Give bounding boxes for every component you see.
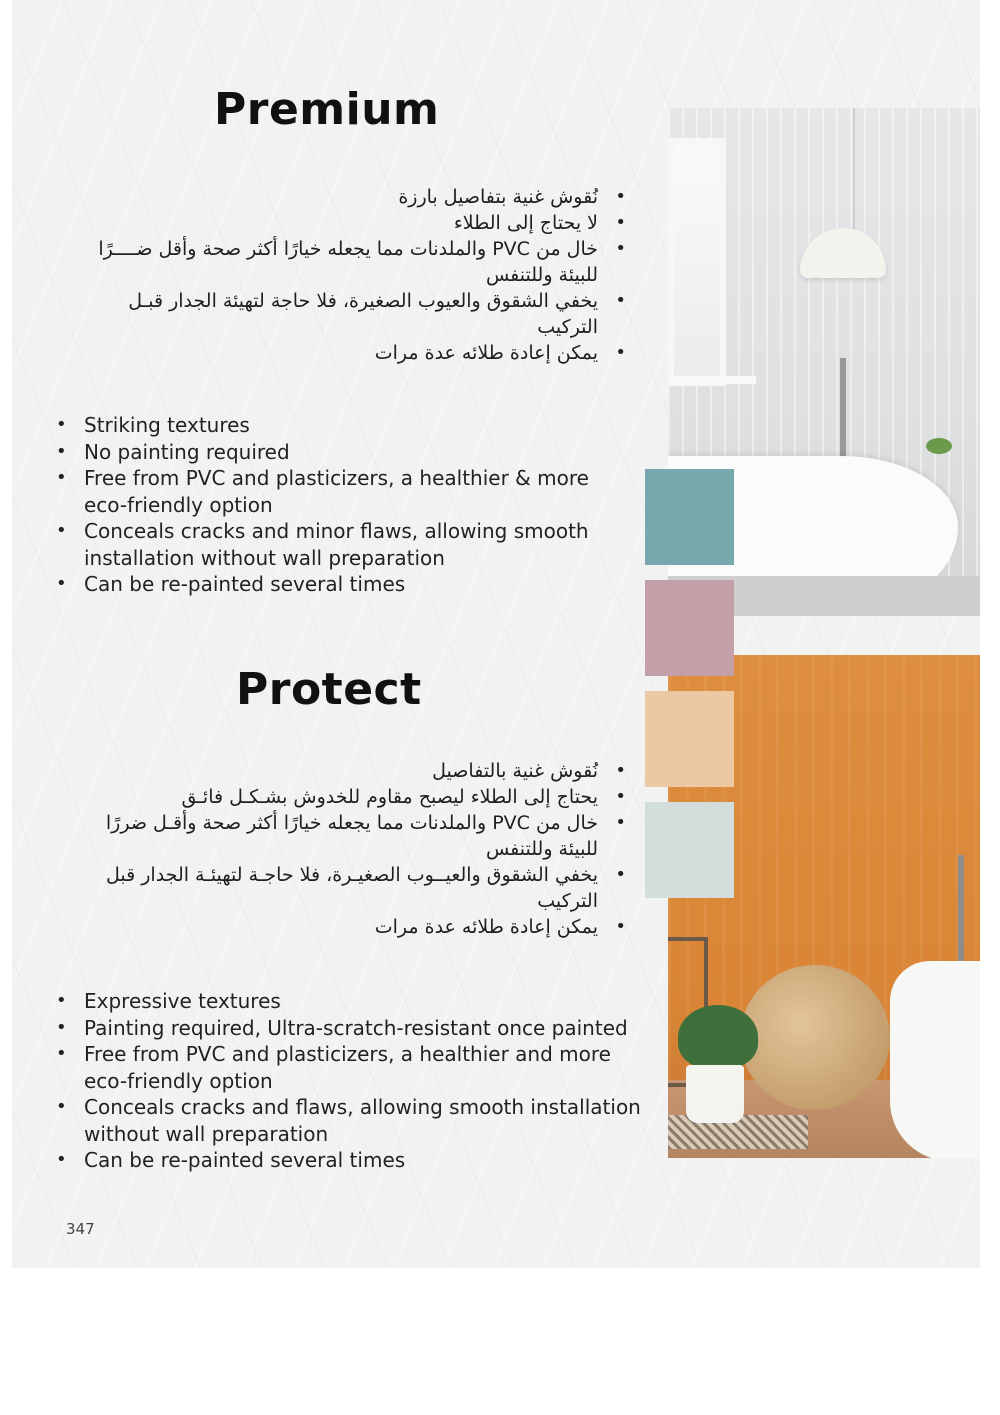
list-item: • Can be re-painted several times xyxy=(54,1147,654,1174)
list-item: • No painting required xyxy=(54,439,614,466)
list-item: • يمكن إعادة طلائه عدة مرات xyxy=(88,340,628,366)
swatch-teal xyxy=(645,469,734,565)
list-item: • Painting required, Ultra-scratch-resistant once painted xyxy=(54,1015,654,1042)
list-item: • نُقوش غنية بالتفاصيل xyxy=(68,758,628,784)
list-item: • لا يحتاج إلى الطلاء xyxy=(88,210,628,236)
list-item: • Free from PVC and plasticizers, a healthier and more eco-friendly option xyxy=(54,1041,654,1094)
list-item: • Striking textures xyxy=(54,412,614,439)
list-item: • يحتاج إلى الطلاء ليصبح مقاوم للخدوش بشـكـل فائـق xyxy=(68,784,628,810)
swatch-mint xyxy=(645,802,734,898)
list-item: • يخفي الشقوق والعيوب الصغيرة، فلا حاجة لتهيئة الجدار قبـل التركيب xyxy=(88,288,628,340)
list-item: • خال من PVC والملدنات مما يجعله خيارًا أكثر صحة وأقل ضــــرًا للبيئة وللتنفس xyxy=(88,236,628,288)
list-item: • Conceals cracks and minor flaws, allowing smooth installation without wall preparation xyxy=(54,518,614,571)
premium-english-list xyxy=(54,412,614,598)
list-item: • يمكن إعادة طلائه عدة مرات xyxy=(68,914,628,940)
swatch-mauve xyxy=(645,580,734,676)
list-item: • Expressive textures xyxy=(54,988,654,1015)
list-item: • نُقوش غنية بتفاصيل بارزة xyxy=(88,184,628,210)
list-item: • يخفي الشقوق والعيــوب الصغيـرة، فلا حاجـة لتهيئـة الجدار قبل التركيب xyxy=(68,862,628,914)
protect-arabic-list xyxy=(68,758,628,940)
premium-title: Premium xyxy=(214,84,440,135)
page-number: 347 xyxy=(66,1220,95,1238)
list-item: • Can be re-painted several times xyxy=(54,571,614,598)
list-item: • Free from PVC and plasticizers, a healthier & more eco-friendly option xyxy=(54,465,614,518)
protect-english-list xyxy=(54,988,654,1174)
swatch-beige xyxy=(645,691,734,787)
protect-title: Protect xyxy=(236,664,422,715)
premium-arabic-list xyxy=(88,184,628,366)
list-item: • Conceals cracks and flaws, allowing smooth installation without wall preparation xyxy=(54,1094,654,1147)
list-item: • خال من PVC والملدنات مما يجعله خيارًا أكثر صحة وأقـل ضررًا للبيئة وللتنفس xyxy=(68,810,628,862)
catalog-page xyxy=(12,0,980,1268)
